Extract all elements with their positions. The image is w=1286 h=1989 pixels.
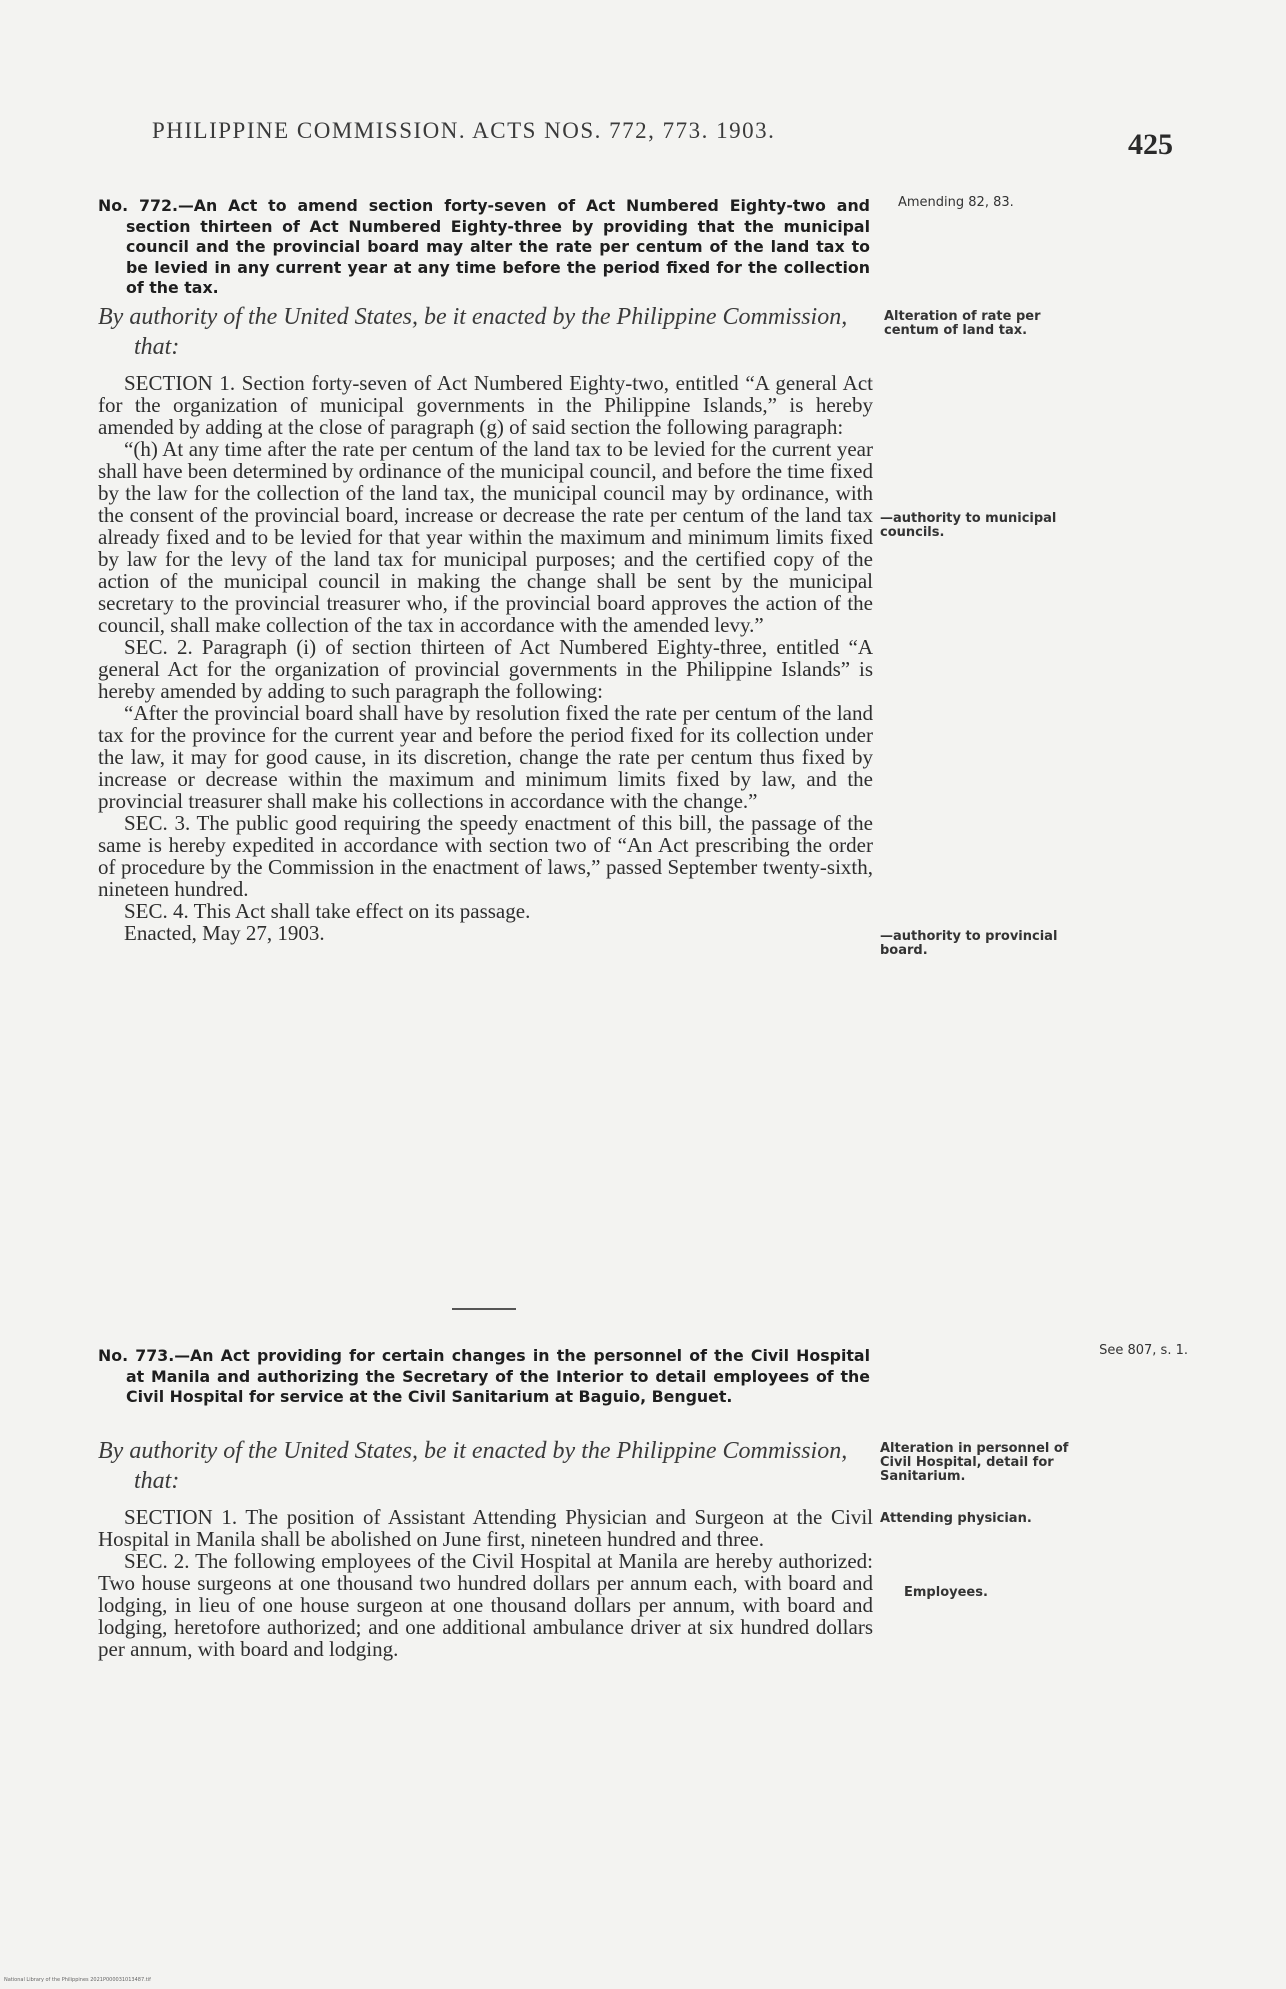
act-772-enacted: Enacted, May 27, 1903. <box>124 921 325 945</box>
act-772-section-1: SECTION 1. Section forty-seven of Act Numbered Eighty-two, entitled “A general Act for the organization of municipal governments in the Philippine Islands,” is hereby amended by adding at the close of paragraph (g) of said section the following paragraph: <box>98 371 873 439</box>
act-773-body <box>98 1506 873 1660</box>
act-772-section-2-quote: “After the provincial board shall have by resolution fixed the rate per centum of the land tax for the province for the current year and before the period fixed for its collection under the law, it may for good cause, in its discretion, change the rate per centum thus fixed by increase or decrease within the maximum and minimum limits fixed by law, and the provincial treasurer shall make his collections in accordance with the change.” <box>98 701 873 813</box>
act-772-enacting-clause <box>98 302 878 362</box>
act-773-heading <box>98 1346 870 1408</box>
act-772-body <box>98 372 873 944</box>
footer-credit: National Library of the Philippines 2021P000031013487.tif <box>4 1977 151 1983</box>
act-773-enacting-text: By authority of the United States, be it enacted by the Philippine Commission, that: <box>98 1438 848 1494</box>
act-772-heading <box>98 196 870 299</box>
act-772-enacting-text: By authority of the United States, be it enacted by the Philippine Commission, that: <box>98 304 848 360</box>
running-head: PHILIPPINE COMMISSION. ACTS NOS. 772, 773. 1903. <box>152 118 776 143</box>
act-772-heading-text: No. 772.—An Act to amend section forty-seven of Act Numbered Eighty-two and section thirteen of Act Numbered Eighty-three by providing that the municipal council and the provincial board may alter the rate per centum of the land tax to be levied in any current year at any time before the period fixed for the collection of the tax. <box>98 196 870 297</box>
act-773-section-2: SEC. 2. The following employees of the Civil Hospital at Manila are hereby authorized: Two house surgeons at one thousand two hundred dollars per annum each, with board and lodging, in lieu of one house surgeon at one thousand dollars per annum, with board and lodging, heretofore authorized; and one additional ambulance driver at six hundred dollars per annum, with board and lodging. <box>98 1549 873 1661</box>
act-772-section-4: SEC. 4. This Act shall take effect on its passage. <box>124 899 531 923</box>
act-772-section-3: SEC. 3. The public good requiring the speedy enactment of this bill, the passage of the same is hereby expedited in accordance with section two of “An Act prescribing the order of procedure by the Commission in the enactment of laws,” passed September twenty-sixth, nineteen hundred. <box>98 811 873 901</box>
section-divider <box>452 1308 516 1310</box>
act-772-section-2: SEC. 2. Paragraph (i) of section thirteen of Act Numbered Eighty-three, entitled “A general Act for the organization of provincial governments in the Philippine Islands” is hereby amended by adding to such paragraph the following: <box>98 635 873 703</box>
margin-note-authority-provincial: —authority to provincial board. <box>880 929 1058 958</box>
page-number: 425 <box>1128 128 1173 161</box>
margin-note-attending-physician: Attending physician. <box>880 1511 1032 1526</box>
act-773-heading-text: No. 773.—An Act providing for certain changes in the personnel of the Civil Hospital at Manila and authorizing the Secretary of the Interior to detail employees of the Civil Hospital for service at the Civil Sanitarium at Baguio, Benguet. <box>98 1346 870 1406</box>
margin-note-authority-municipal: —authority to municipal councils. <box>880 511 1057 540</box>
margin-note-amending: Amending 82, 83. <box>898 195 1014 210</box>
act-772-section-1-quote: “(h) At any time after the rate per centum of the land tax to be levied for the current year shall have been determined by ordinance of the municipal council, and before the time fixed by the law for the collection of the land tax, the municipal council may by ordinance, with the consent of the provincial board, increase or decrease the rate per centum of the land tax already fixed and to be levied for that year within the maximum and minimum limits fixed by law for the levy of the land tax for municipal purposes; and the certified copy of the action of the municipal council in making the change shall be sent by the municipal secretary to the provincial treasurer who, if the provincial board approves the action of the council, shall make collection of the tax in accordance with the amended levy.” <box>98 437 873 637</box>
act-773-enacting-clause <box>98 1436 878 1496</box>
margin-note-see-807: See 807, s. 1. <box>1099 1343 1188 1358</box>
act-773-section-1: SECTION 1. The position of Assistant Attending Physician and Surgeon at the Civil Hospital in Manila shall be abolished on June first, nineteen hundred and three. <box>98 1505 873 1551</box>
margin-note-alteration-rate: Alteration of rate per centum of land tax. <box>884 309 1041 338</box>
margin-note-alteration-personnel: Alteration in personnel of Civil Hospital, detail for Sanitarium. <box>880 1441 1069 1484</box>
margin-note-employees: Employees. <box>904 1585 988 1600</box>
